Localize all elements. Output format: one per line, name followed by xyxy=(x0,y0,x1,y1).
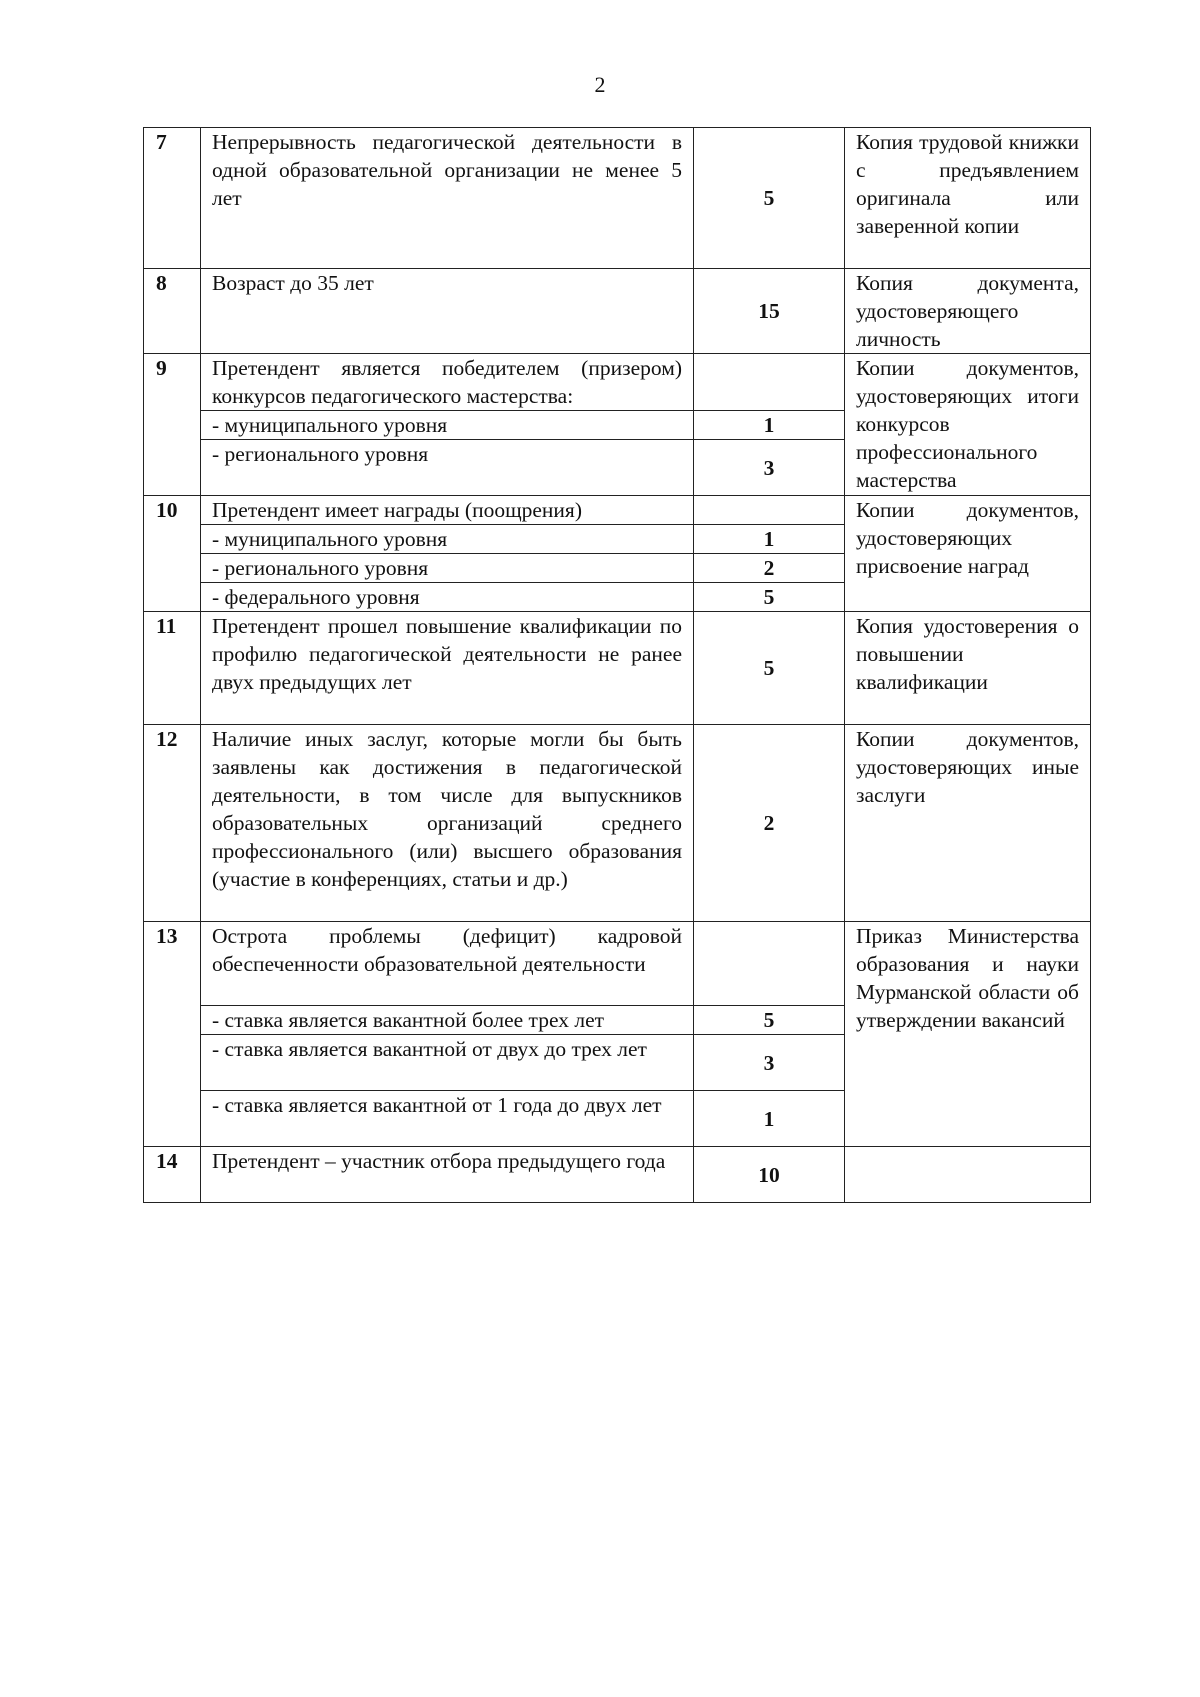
supporting-document: Копии документов, удостоверяющих итоги конкурсов профессионального мастерства xyxy=(845,354,1091,496)
sub-criterion-text: - ставка является вакантной более трех лет xyxy=(201,1006,694,1035)
sub-criterion-text: - федерального уровня xyxy=(201,583,694,612)
row-number: 11 xyxy=(144,612,201,725)
criterion-text: Претендент прошел повышение квалификации по профилю педагогической деятельности не ранее двух предыдущих лет xyxy=(201,612,694,725)
criterion-score: 10 xyxy=(694,1147,845,1203)
supporting-document: Копии документов, удостоверяющих иные заслуги xyxy=(845,725,1091,922)
criterion-score-empty xyxy=(694,354,845,411)
sub-criterion-text: - регионального уровня xyxy=(201,440,694,496)
criterion-score-empty xyxy=(694,496,845,525)
supporting-document: Копия документа, удостоверяющего личность xyxy=(845,269,1091,354)
table-row-10 xyxy=(144,496,1091,525)
sub-criterion-score: 5 xyxy=(694,1006,845,1035)
table-row-7 xyxy=(144,128,1091,269)
criterion-text: Возраст до 35 лет xyxy=(201,269,694,354)
row-number: 8 xyxy=(144,269,201,354)
criterion-text: Претендент имеет награды (поощрения) xyxy=(201,496,694,525)
supporting-document: Копия трудовой книжки с предъявлением оригинала или заверенной копии xyxy=(845,128,1091,269)
sub-criterion-text: - муниципального уровня xyxy=(201,525,694,554)
criterion-score: 5 xyxy=(694,612,845,725)
supporting-document: Приказ Министерства образования и науки Мурманской области об утверждении вакансий xyxy=(845,922,1091,1147)
table-row-14 xyxy=(144,1147,1091,1203)
criterion-score: 5 xyxy=(694,128,845,269)
sub-criterion-score: 1 xyxy=(694,411,845,440)
criteria-table xyxy=(143,127,1091,1203)
row-number: 14 xyxy=(144,1147,201,1203)
sub-criterion-score: 5 xyxy=(694,583,845,612)
table-row-9 xyxy=(144,354,1091,411)
row-number: 12 xyxy=(144,725,201,922)
row-number: 7 xyxy=(144,128,201,269)
table-row-11 xyxy=(144,612,1091,725)
row-number: 9 xyxy=(144,354,201,496)
sub-criterion-text: - ставка является вакантной от двух до трех лет xyxy=(201,1035,694,1091)
criterion-score: 15 xyxy=(694,269,845,354)
sub-criterion-score: 1 xyxy=(694,1091,845,1147)
sub-criterion-score: 2 xyxy=(694,554,845,583)
criterion-text: Острота проблемы (дефицит) кадровой обеспеченности образовательной деятельности xyxy=(201,922,694,1006)
table-row-13 xyxy=(144,922,1091,1006)
sub-criterion-text: - ставка является вакантной от 1 года до двух лет xyxy=(201,1091,694,1147)
sub-criterion-score: 3 xyxy=(694,1035,845,1091)
sub-criterion-score: 1 xyxy=(694,525,845,554)
sub-criterion-text: - регионального уровня xyxy=(201,554,694,583)
sub-criterion-text: - муниципального уровня xyxy=(201,411,694,440)
criterion-text: Непрерывность педагогической деятельности в одной образовательной организации не менее 5 лет xyxy=(201,128,694,269)
sub-criterion-score: 3 xyxy=(694,440,845,496)
supporting-document: Копии документов, удостоверяющих присвоение наград xyxy=(845,496,1091,612)
criterion-score: 2 xyxy=(694,725,845,922)
criterion-text: Претендент является победителем (призером) конкурсов педагогического мастерства: xyxy=(201,354,694,411)
table-row-12 xyxy=(144,725,1091,922)
criterion-score-empty xyxy=(694,922,845,1006)
page-number: 2 xyxy=(594,72,606,97)
criterion-text: Претендент – участник отбора предыдущего года xyxy=(201,1147,694,1203)
row-number: 13 xyxy=(144,922,201,1147)
row-number: 10 xyxy=(144,496,201,612)
supporting-document xyxy=(845,1147,1091,1203)
table-row-8 xyxy=(144,269,1091,354)
supporting-document: Копия удостоверения о повышении квалификации xyxy=(845,612,1091,725)
criterion-text: Наличие иных заслуг, которые могли бы быть заявлены как достижения в педагогической деятельности, в том числе для выпускников образовательных организаций среднего профессионального (или) высшего образования (участие в конференциях, статьи и др.) xyxy=(201,725,694,922)
